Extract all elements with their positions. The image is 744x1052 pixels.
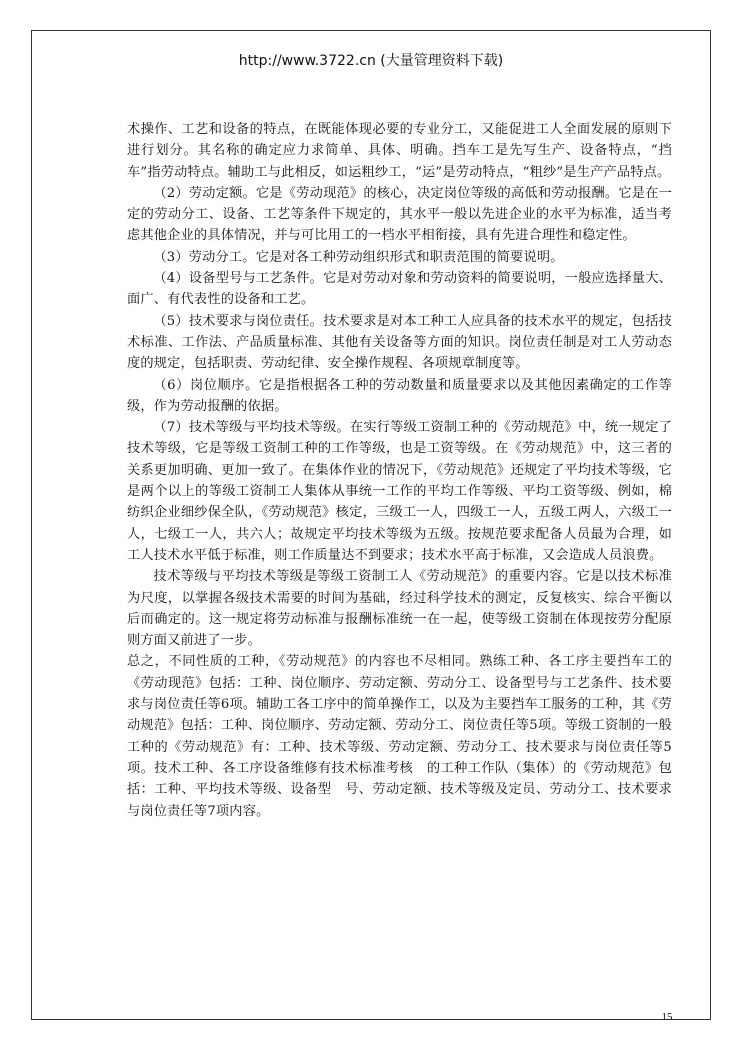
paragraph-1: 术操作、工艺和设备的特点，在既能体现必要的专业分工，又能促进工人全面发展的原则下进行划分。其名称的确定应力求简单、具体、明确。挡车工是先写生产、设备特点，“挡车”指劳动特点。辅助工与此相反，如运粗纱工，“运”是劳动特点，“粗纱”是生产产品特点。 <box>127 122 672 180</box>
paragraph-2: （2）劳动定额。它是《劳动现范》的核心，决定岗位等级的高低和劳动报酬。它是在一定的劳动分工、设备、工艺等条件下规定的，其水平一般以先进企业的水平为标准，适当考虑其他企业的具体情况，并与可比用工的一档水平相衔接，具有先进合理性和稳定性。 <box>127 185 672 244</box>
paragraph-6: （6）岗位顺序。它是指根据各工种的劳动数量和质量要求以及其他因素确定的工作等级，作为劳动报酬的依据。 <box>127 377 672 414</box>
paragraph-9: 总之，不同性质的工种，《劳动规范》的内容也不尽相同。熟练工种、各工序主要挡车工的《劳动现范》包括：工种、岗位顺序、劳动定额、劳动分工、设备型号与工艺条件、技术要求与岗位责任等6项。辅助工各工序中的简单操作工，以及为主要挡车工服务的工种，其《劳动规范》包括：工种、岗位顺序、劳动定额、劳动分工、岗位责任等5项。等级工资制的一般工种的《劳动规范》有：工种、技术等级、劳动定额、劳动分工、技术要求与岗位责任等5项。技术工种、各工序设备维修有技术标准考核 的工种工作队（集体）的《劳动规范》包括：工种、平均技术等级、设备型 号、劳动定额、技术等级及定员、劳动分工、技术要求与岗位责任等7项内容。 <box>127 654 672 819</box>
paragraph-3: （3）劳动分工。它是对各工种劳动组织形式和职责范围的简要说明。 <box>153 249 564 265</box>
document-body <box>127 119 672 822</box>
page-frame <box>31 30 711 1023</box>
paragraph-4: （4）设备型号与工艺条件。它是对劳动对象和劳动资料的简要说明，一般应选择量大、面广、有代表性的设备和工艺。 <box>127 271 672 308</box>
paragraph-8: 技术等级与平均技术等级是等级工资制工人《劳动规范》的重要内容。它是以技术标准为尺度，以掌握各级技术需要的时间为基础，经过科学技术的测定，反复核实、综合平衡以后而确定的。这一规定将劳动标准与报酬标准统一在一起，使等级工资制在体现按劳分配原则方面又前进了一步。 <box>127 569 672 649</box>
paragraph-7: （7）技术等级与平均技术等级。在实行等级工资制工种的《劳动规范》中，统一规定了技术等级，它是等级工资制工种的工作等级，也是工资等级。在《劳动规范》中，这三者的关系更加明确、更加一致了。在集体作业的情况下，《劳动规范》还规定了平均技术等级，它是两个以上的等级工资制工人集体从事统一工作的平均工作等级、平均工资等级、例如，棉纺织企业细纱保全队，《劳动规范》核定，三级工一人，四级工一人，五级工两人，六级工一人，七级工一人，共六人；故规定平均技术等级为五级。按规范要求配备人员最为合理，如工人技术水平低于标准，则工作质量达不到要求；技术水平高于标准，又会造成人员浪费。 <box>127 420 672 563</box>
page-number: 15 <box>661 1011 673 1023</box>
paragraph-5: （5）技术要求与岗位责任。技术要求是对本工种工人应具备的技术水平的规定，包括技术标准、工作法、产品质量标准、其他有关设备等方面的知识。岗位责任制是对工人劳动态度的规定，包括职责、劳动纪律、安全操作规程、各项规章制度等。 <box>127 313 672 372</box>
page-header-url: http://www.3722.cn (大量管理资料下载) <box>238 53 504 69</box>
